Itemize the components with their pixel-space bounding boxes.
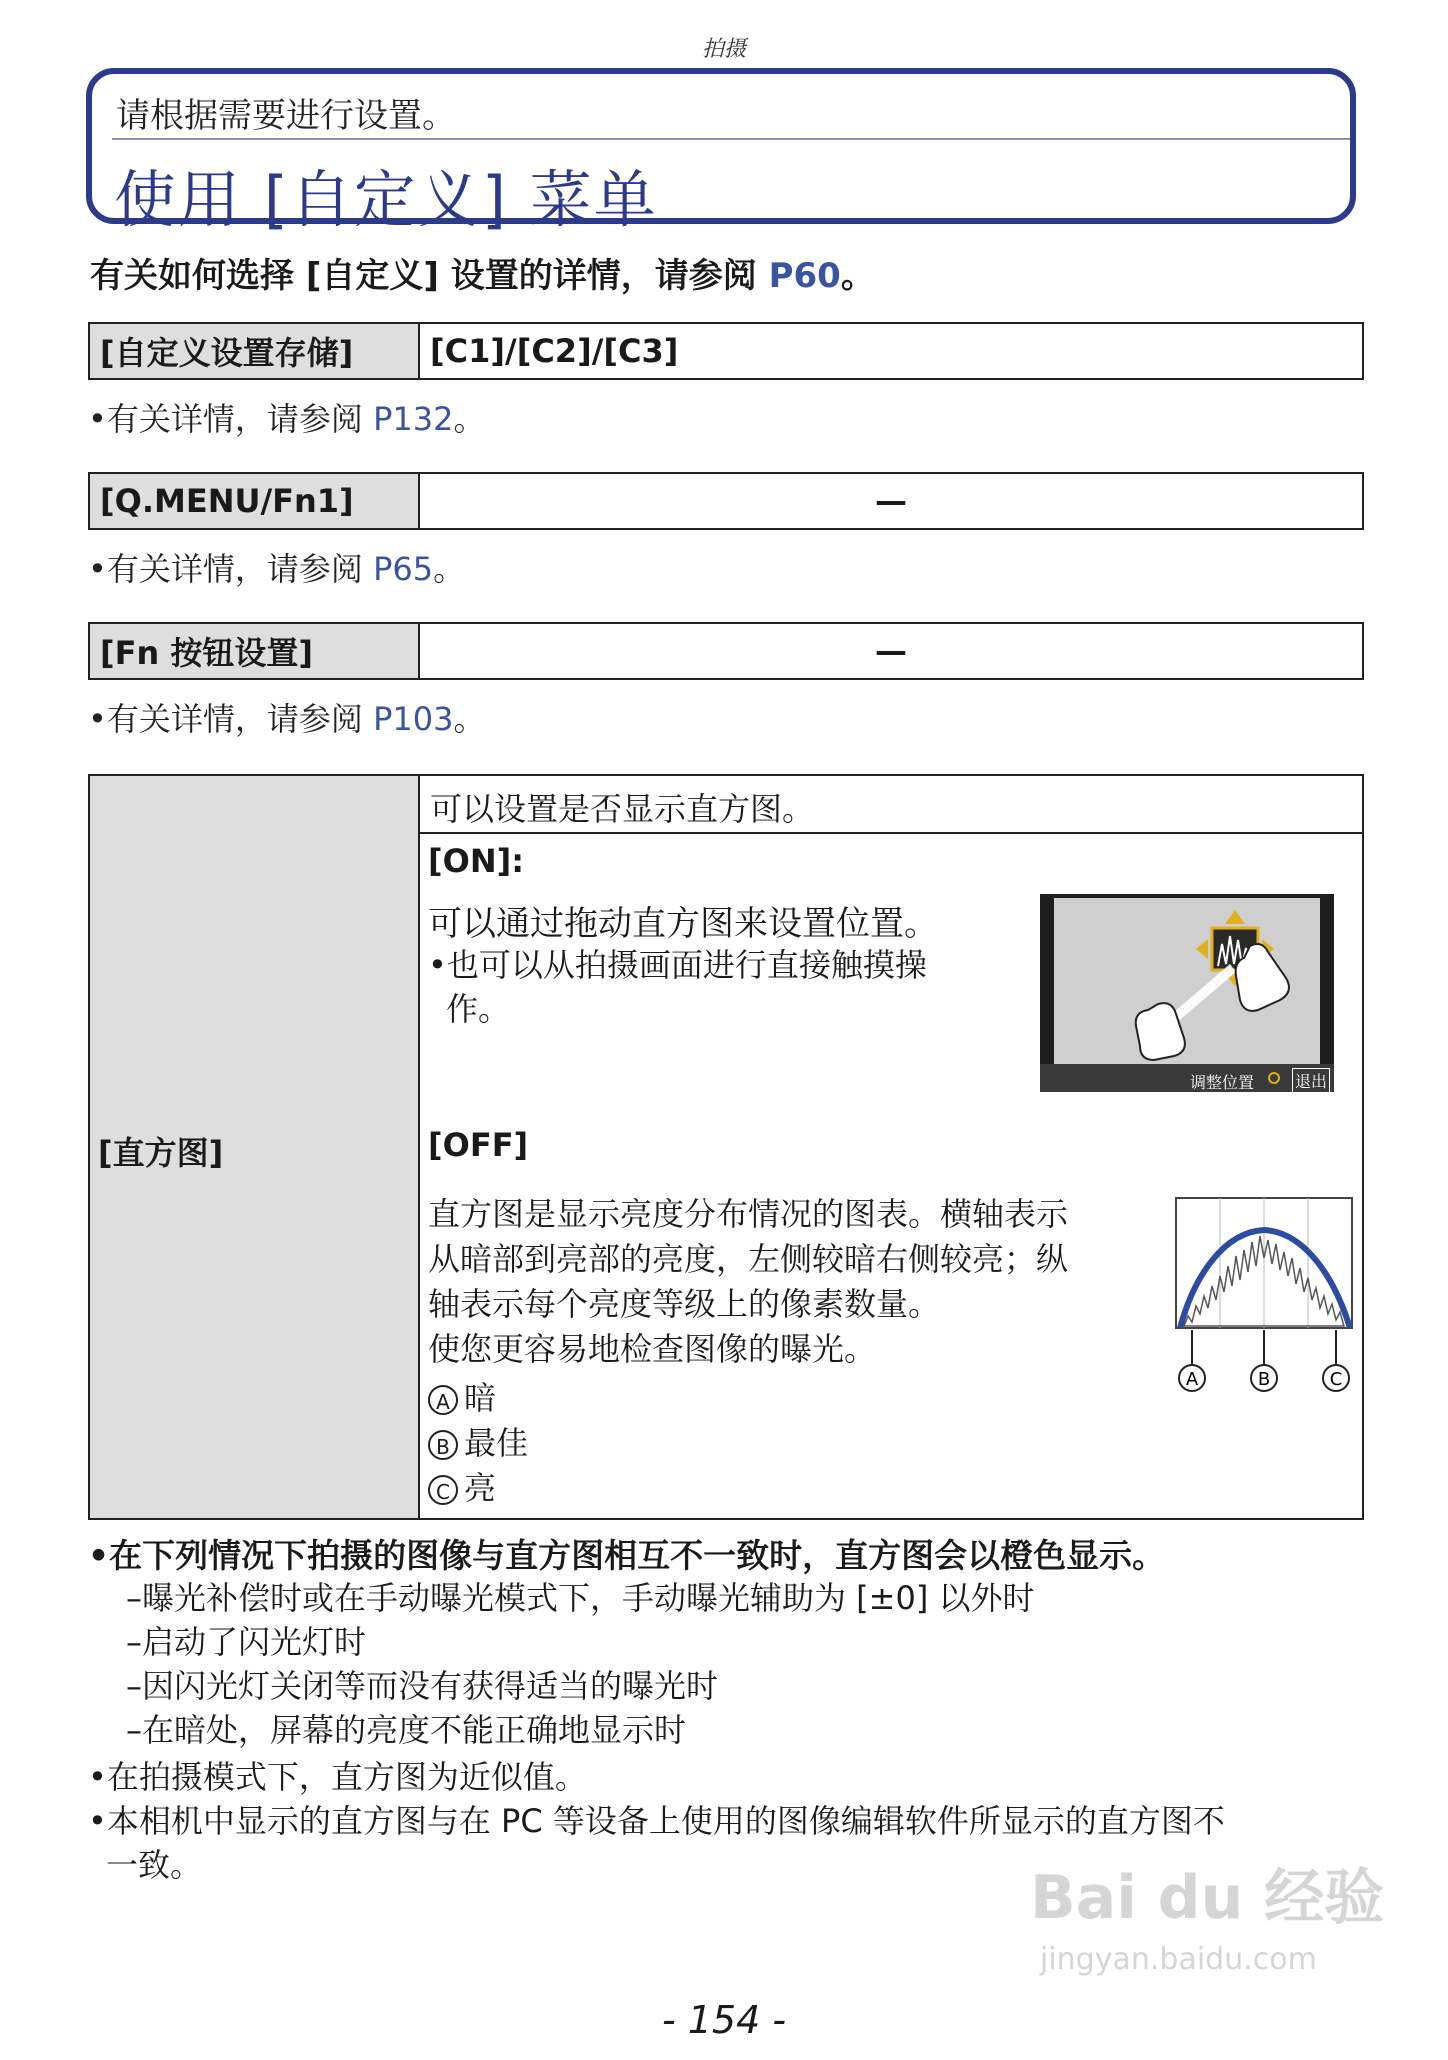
- condition-item: –曝光补偿时或在手动曝光模式下，手动曝光辅助为 [±0] 以外时: [126, 1579, 1035, 1617]
- title-divider: [112, 138, 1350, 140]
- off-line: 使您更容易地检查图像的曝光。: [428, 1330, 877, 1368]
- adjust-position-label: 调整位置: [1190, 1073, 1255, 1092]
- on-option-bullet: •也可以从拍摄画面进行直接触摸操: [428, 946, 927, 984]
- histogram-description: 可以设置是否显示直方图。: [430, 790, 815, 828]
- off-option-text: [428, 1192, 1168, 1372]
- legend-text: 最佳: [464, 1424, 529, 1462]
- legend-text: 亮: [464, 1469, 497, 1507]
- condition-item: –因闪光灯关闭等而没有获得适当的曝光时: [126, 1667, 719, 1705]
- touch-drag-screen-image: [1040, 894, 1334, 1092]
- legend-mark: B: [428, 1430, 458, 1460]
- legend-item: [428, 1421, 528, 1466]
- setting-row-custom-memory: [88, 322, 1364, 380]
- orange-histogram-note: •在下列情况下拍摄的图像与直方图相互不一致时，直方图会以橙色显示。: [88, 1536, 1166, 1575]
- condition-list: [126, 1576, 1035, 1752]
- note-link[interactable]: P132: [373, 400, 454, 438]
- off-line: 从暗部到亮部的亮度，左侧较暗右侧较亮；纵: [428, 1240, 1069, 1278]
- pc-difference-note: •本相机中显示的直方图与在 PC 等设备上使用的图像编辑软件所显示的直方图不: [88, 1802, 1225, 1840]
- condition-item: –在暗处，屏幕的亮度不能正确地显示时: [126, 1711, 687, 1749]
- note-link[interactable]: P65: [373, 550, 434, 588]
- setting-note: [88, 394, 485, 440]
- setting-row-qmenu: [88, 472, 1364, 530]
- camera-screen-illustration: [1040, 894, 1334, 1092]
- note-text: •有关详情，请参阅: [88, 550, 374, 588]
- baidu-watermark-url: jingyan.baidu.com: [1040, 1942, 1317, 1977]
- on-option-bullet-cont: 作。: [446, 990, 511, 1028]
- pc-difference-note-cont: 一致。: [106, 1846, 203, 1884]
- setting-value: —: [875, 482, 907, 520]
- section-label: 拍摄: [701, 37, 746, 62]
- legend-item: [428, 1376, 528, 1421]
- histogram-illustration: [1174, 1196, 1354, 1396]
- legend-mark: C: [428, 1475, 458, 1505]
- intro-body: 有关如何选择 [自定义] 设置的详情，请参阅: [90, 256, 769, 296]
- setting-note: [88, 544, 465, 590]
- setting-row-fn-button: [88, 622, 1364, 680]
- off-line: 直方图是显示亮度分布情况的图表。横轴表示: [428, 1195, 1069, 1233]
- legend-item: [428, 1466, 528, 1511]
- marker-c: C: [1329, 1369, 1343, 1390]
- row-divider: [420, 832, 1364, 834]
- approximate-note: •在拍摄模式下，直方图为近似值。: [88, 1758, 587, 1796]
- histogram-graph-image: [1174, 1196, 1354, 1396]
- intro-link[interactable]: P60: [768, 256, 841, 296]
- page-number: - 154 -: [661, 1998, 787, 2042]
- on-option-text: 可以通过拖动直方图来设置位置。: [428, 904, 938, 944]
- setting-value: [C1]/[C2]/[C3]: [430, 332, 679, 370]
- note-link[interactable]: P103: [373, 700, 454, 738]
- marker-b: B: [1257, 1369, 1271, 1390]
- histogram-legend: [428, 1376, 528, 1511]
- off-option-label: [OFF]: [428, 1126, 529, 1164]
- note-end: 。: [453, 400, 486, 438]
- histogram-label: [直方图]: [98, 1134, 224, 1172]
- marker-a: A: [1185, 1369, 1199, 1390]
- note-end: 。: [453, 700, 486, 738]
- note-text: •有关详情，请参阅: [88, 400, 374, 438]
- setting-value: —: [875, 632, 907, 670]
- exit-button: 退出: [1292, 1068, 1330, 1093]
- page-title: 使用 [自定义] 菜单: [114, 163, 658, 236]
- setting-note: [88, 694, 485, 740]
- on-option-label: [ON]:: [428, 842, 525, 880]
- intro-end: 。: [840, 256, 875, 296]
- condition-item: –启动了闪光灯时: [126, 1623, 367, 1661]
- note-end: 。: [433, 550, 466, 588]
- note-text: •有关详情，请参阅: [88, 700, 374, 738]
- title-note: 请根据需要进行设置。: [116, 96, 456, 136]
- legend-text: 暗: [464, 1379, 497, 1417]
- setting-label: [自定义设置存储]: [90, 324, 420, 378]
- move-icon: [1268, 1072, 1280, 1084]
- setting-label: [Fn 按钮设置]: [90, 624, 420, 678]
- setting-label: [Q.MENU/Fn1]: [90, 474, 420, 528]
- baidu-watermark-logo: Bai du 经验: [1030, 1863, 1385, 1933]
- intro-text: [90, 248, 875, 297]
- off-line: 轴表示每个亮度等级上的像素数量。: [428, 1285, 941, 1323]
- legend-mark: A: [428, 1385, 458, 1415]
